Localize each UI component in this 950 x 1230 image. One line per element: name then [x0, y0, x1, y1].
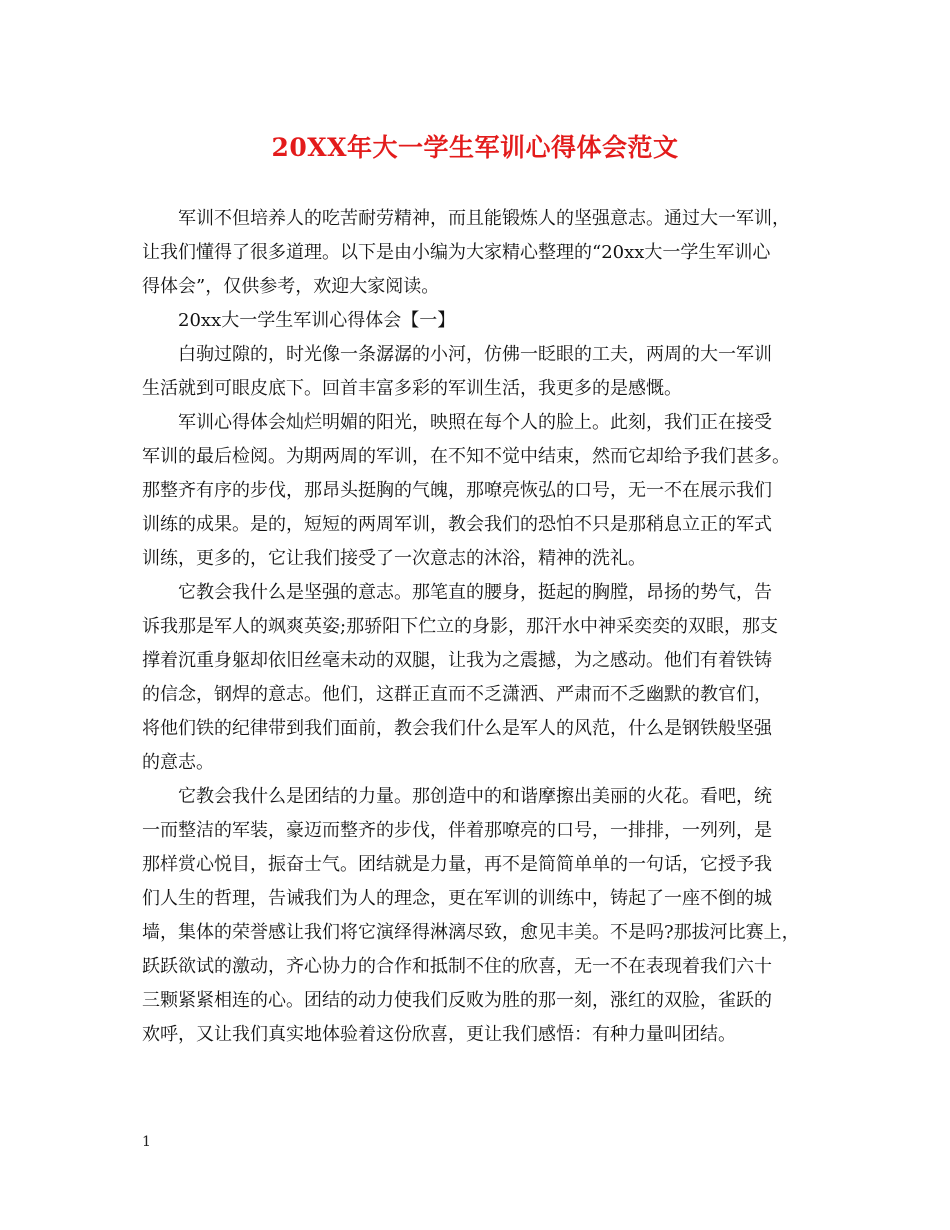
- text-line: 撑着沉重身躯却依旧丝毫未动的双腿，让我为之震撼，为之感动。他们有着铁铸: [142, 650, 772, 671]
- text-line: 诉我那是军人的飒爽英姿;那骄阳下伫立的身影，那汗水中神采奕奕的双眼，那支: [142, 616, 779, 637]
- text-line: 它教会我什么是坚强的意志。那笔直的腰身，挺起的胸膛，昂扬的势气，告: [178, 582, 772, 603]
- page-title: 20XX年大一学生军训心得体会范文: [271, 133, 679, 162]
- text-line: 三颗紧紧相连的心。团结的动力使我们反败为胜的那一刻，涨红的双脸，雀跃的: [142, 990, 772, 1011]
- text-line: 训练，更多的，它让我们接受了一次意志的沐浴，精神的洗礼。: [142, 548, 646, 569]
- text-line: 那样赏心悦目，振奋士气。团结就是力量，再不是简简单单的一句话，它授予我: [142, 854, 772, 875]
- text-line: 墙，集体的荣誉感让我们将它演绎得淋漓尽致，愈见丰美。不是吗?那拔河比赛上，: [142, 922, 800, 943]
- page-number: 1: [142, 1134, 151, 1150]
- text-line: 20xx大一学生军训心得体会【一】: [178, 310, 456, 331]
- text-line: 训练的成果。是的，短短的两周军训，教会我们的恐怕不只是那稍息立正的军式: [142, 514, 772, 535]
- text-line: 它教会我什么是团结的力量。那创造中的和谐摩擦出美丽的火花。看吧，统: [178, 786, 772, 807]
- text-line: 军训心得体会灿烂明媚的阳光，映照在每个人的脸上。此刻，我们正在接受: [178, 412, 772, 433]
- text-line: 生活就到可眼皮底下。回首丰富多彩的军训生活，我更多的是感慨。: [142, 378, 682, 399]
- text-line: 的信念，钢焊的意志。他们，这群正直而不乏潇洒、严肃而不乏幽默的教官们，: [142, 684, 772, 705]
- text-line: 让我们懂得了很多道理。以下是由小编为大家精心整理的“20xx大一学生军训心: [142, 242, 771, 263]
- text-line: 军训不但培养人的吃苦耐劳精神，而且能锻炼人的坚强意志。通过大一军训，: [178, 208, 790, 229]
- text-line: 那整齐有序的步伐，那昂头挺胸的气魄，那嘹亮恢弘的口号，无一不在展示我们: [142, 480, 772, 501]
- text-line: 欢呼，又让我们真实地体验着这份欣喜，更让我们感悟：有种力量叫团结。: [142, 1024, 736, 1045]
- text-line: 得体会”，仅供参考，欢迎大家阅读。: [142, 276, 440, 297]
- document-body: [142, 202, 810, 1052]
- text-line: 的意志。: [142, 752, 214, 773]
- text-line: 将他们铁的纪律带到我们面前，教会我们什么是军人的风范，什么是钢铁般坚强: [142, 718, 772, 739]
- text-line: 军训的最后检阅。为期两周的军训，在不知不觉中结束，然而它却给予我们甚多。: [142, 446, 790, 467]
- text-line: 一而整洁的军装，豪迈而整齐的步伐，伴着那嘹亮的口号，一排排，一列列，是: [142, 820, 772, 841]
- text-line: 白驹过隙的，时光像一条潺潺的小河，仿佛一眨眼的工夫，两周的大一军训: [178, 344, 772, 365]
- text-line: 跃跃欲试的激动，齐心协力的合作和抵制不住的欣喜，无一不在表现着我们六十: [142, 956, 772, 977]
- text-line: 们人生的哲理，告诫我们为人的理念，更在军训的训练中，铸起了一座不倒的城: [142, 888, 772, 909]
